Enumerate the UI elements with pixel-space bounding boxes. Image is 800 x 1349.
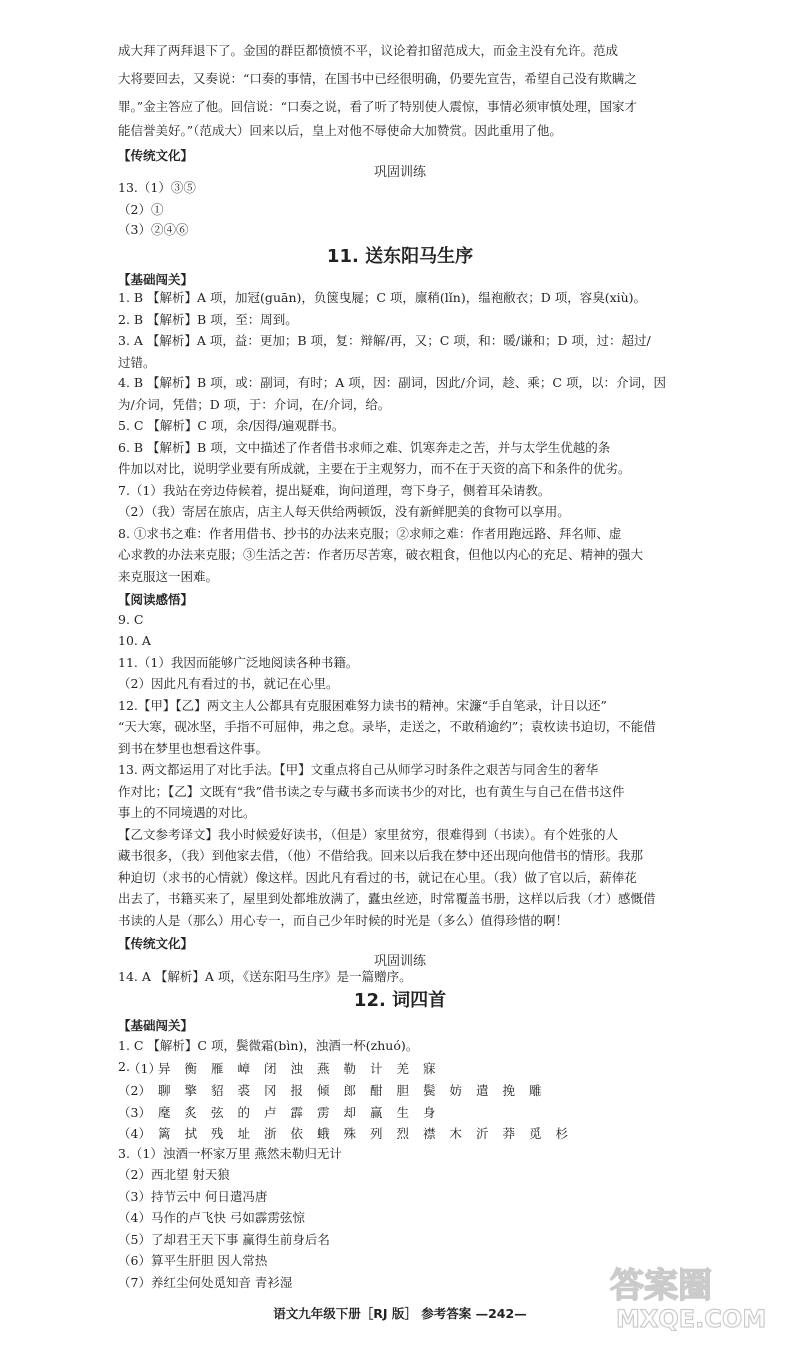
char: 生 bbox=[396, 1105, 410, 1120]
char: 嶂 bbox=[237, 1061, 251, 1076]
char: 雁 bbox=[211, 1061, 224, 1076]
char: 冈 bbox=[264, 1083, 277, 1098]
text-line: （6）算平生肝胆 因人常热 bbox=[118, 1253, 268, 1268]
char-row bbox=[118, 1103, 450, 1121]
question-number: 2. bbox=[118, 1059, 130, 1074]
char: 列 bbox=[370, 1126, 383, 1141]
text-line: “天大寒，砚冰坚，手指不可屈伸，弗之怠。录毕，走送之，不敢稍逾约”；袁枚读书迫切，不能借 bbox=[118, 719, 656, 734]
char-row bbox=[118, 1081, 556, 1099]
text-line: 过错。 bbox=[118, 355, 156, 370]
svg-text:MXQE.COM: MXQE.COM bbox=[616, 1305, 767, 1333]
text-line: 1. C 【解析】C 项，鬓微霜(bìn)，浊酒一杯(zhuó)。 bbox=[118, 1038, 419, 1053]
char: 羌 bbox=[396, 1061, 410, 1076]
answer-line: （2）① bbox=[118, 202, 164, 217]
text-line: （3）持节云中 何日遣冯唐 bbox=[118, 1189, 268, 1204]
text-line: 13. 两文都运用了对比手法。【甲】文重点将自己从师学习时条件之艰苦与同舍生的奢华 bbox=[118, 762, 599, 777]
text-line: 2. B 【解析】B 项，至：周到。 bbox=[118, 312, 298, 327]
char: 寐 bbox=[423, 1061, 436, 1076]
sub-heading: 巩固训练 bbox=[373, 165, 426, 180]
answer-line: 13.（1）③⑤ bbox=[118, 180, 196, 195]
text-line: 到书在梦里也想看这件事。 bbox=[118, 741, 269, 756]
text-line: 14. A 【解析】A 项，《送东阳马生序》是一篇赠序。 bbox=[118, 969, 412, 984]
char: 鬓 bbox=[423, 1083, 436, 1098]
char: 报 bbox=[290, 1083, 304, 1098]
section-heading: 【基础闯关】 bbox=[118, 1018, 194, 1033]
text-line: 作对比；【乙】文既有“我”借书读之专与藏书多而读书少的对比，也有黄生与自己在借书这件 bbox=[118, 784, 625, 799]
char: 卢 bbox=[264, 1105, 277, 1120]
text-line: 书读的人是（那么）用心专一，而自己少年时候的时光是（多么）值得珍惜的啊！ bbox=[118, 913, 569, 928]
char: 倾 bbox=[317, 1083, 330, 1098]
text-line: 11.（1）我因而能够广泛地阅读各种书籍。 bbox=[118, 655, 359, 670]
char: 麾 bbox=[158, 1105, 171, 1120]
text-line: 种迫切（求书的心情就）像这样。因此凡有看过的书，就记在心里。（我）做了官以后，薪俸花 bbox=[118, 870, 637, 885]
page-footer: 语文九年级下册［RJ 版］ 参考答案 —242— bbox=[273, 1306, 527, 1321]
char: 依 bbox=[290, 1126, 304, 1141]
text-line: 来克服这一困难。 bbox=[118, 569, 219, 584]
char: 身 bbox=[423, 1105, 436, 1120]
char: 擎 bbox=[184, 1083, 198, 1098]
row-label: （1） bbox=[128, 1061, 161, 1076]
text-line: （4）马作的卢飞快 弓如霹雳弦惊 bbox=[118, 1210, 305, 1225]
char: 胆 bbox=[396, 1083, 410, 1098]
char: 赢 bbox=[370, 1105, 383, 1120]
char: 木 bbox=[449, 1126, 463, 1141]
text-line: 出去了，书籍买来了，屋里到处都堆放满了，蠹虫丝迹，时常覆盖书册，这样以后我（才）感慨借 bbox=[118, 891, 656, 906]
text-line: 8. ①求书之难：作者用借书、抄书的办法来克服；②求师之难：作者用跑远路、拜名师、虚 bbox=[118, 526, 622, 541]
char: 浙 bbox=[264, 1126, 277, 1141]
char: 雳 bbox=[317, 1105, 330, 1120]
char: 计 bbox=[370, 1061, 383, 1076]
char: 燕 bbox=[317, 1061, 330, 1076]
row-label: （4） bbox=[118, 1126, 151, 1141]
char: 的 bbox=[237, 1105, 251, 1120]
char: 霹 bbox=[290, 1105, 304, 1120]
char-row bbox=[118, 1124, 582, 1142]
char: 酣 bbox=[370, 1083, 383, 1098]
char: 沂 bbox=[476, 1126, 489, 1141]
section-heading: 【传统文化】 bbox=[118, 936, 194, 951]
char-row bbox=[128, 1059, 450, 1077]
text-line: 大将要回去，又奏说：“口奏的事情，在国书中已经很明确，仍要先宣告，希望自己没有欺瞒之 bbox=[118, 71, 637, 86]
text-line: 藏书很多，（我）到他家去借，（他）不借给我。回来以后我在梦中还出现向他借书的情形。我那 bbox=[118, 848, 644, 863]
char: 杉 bbox=[555, 1126, 569, 1141]
text-line: （2）因此凡有看过的书，就记在心里。 bbox=[118, 676, 339, 691]
char: 拭 bbox=[184, 1126, 198, 1141]
text-line: 事上的不同境遇的对比。 bbox=[118, 805, 256, 820]
char: 异 bbox=[158, 1061, 171, 1076]
text-line: 10. A bbox=[118, 633, 151, 648]
text-line: （7）养红尘何处觅知音 青衫湿 bbox=[118, 1275, 293, 1290]
text-line: 心求教的办法来克服；③生活之苦：作者历尽苦寒，破衣粗食，但他以内心的充足、精神的强大 bbox=[118, 547, 644, 562]
char: 雕 bbox=[529, 1083, 542, 1098]
char: 闭 bbox=[264, 1061, 277, 1076]
row-label: （2） bbox=[118, 1083, 151, 1098]
text-line: （5）了却君王天下事 赢得生前身后名 bbox=[118, 1232, 330, 1247]
text-line: （2）（我）寄居在旅店，店主人每天供给两顿饭，没有新鲜肥美的食物可以享用。 bbox=[118, 504, 570, 519]
text-line: 4. B 【解析】B 项，或：副词，有时；A 项，因：副词，因此/介词，趁、乘；C 项，以：介词，因 bbox=[118, 375, 666, 390]
char: 弦 bbox=[211, 1105, 224, 1120]
text-line: 【乙文参考译文】我小时候爱好读书，（但是）家里贫穷，很难得到（书读）。有个姓张的人 bbox=[118, 827, 619, 842]
char: 却 bbox=[343, 1105, 357, 1120]
text-line: 为/介词，凭借；D 项，于：介词，在/介词，给。 bbox=[118, 397, 391, 412]
watermark-logo bbox=[602, 1255, 772, 1335]
char: 遣 bbox=[476, 1083, 489, 1098]
text-line: 罪。”金主答应了他。回信说：“口奏之说，看了听了特别使人震惊，事情必须审慎处理，国家才 bbox=[118, 99, 638, 114]
char: 妨 bbox=[449, 1083, 463, 1098]
char: 勒 bbox=[343, 1061, 357, 1076]
text-line: 6. B 【解析】B 项，文中描述了作者借书求师之难、饥寒奔走之苦，并与太学生优越的条 bbox=[118, 440, 611, 455]
char: 挽 bbox=[502, 1083, 516, 1098]
char: 烈 bbox=[396, 1126, 410, 1141]
text-line: 3.（1）浊酒一杯家万里 燕然未勒归无计 bbox=[118, 1146, 342, 1161]
char: 裘 bbox=[237, 1083, 251, 1098]
text-line: （2）西北望 射天狼 bbox=[118, 1167, 230, 1182]
char: 炙 bbox=[184, 1105, 198, 1120]
section-heading: 【阅读感悟】 bbox=[118, 592, 194, 607]
char: 觅 bbox=[529, 1126, 542, 1141]
text-line: 3. A 【解析】A 项，益：更加；B 项，复：辩解/再，又；C 项，和：暖/谦和；D 项，过：超过/ bbox=[118, 333, 651, 348]
answer-line: （3）②④⑥ bbox=[118, 222, 189, 237]
text-line: 5. C 【解析】C 项，余/因得/遍观群书。 bbox=[118, 418, 345, 433]
text-line: 9. C bbox=[118, 612, 144, 627]
row-label: （3） bbox=[118, 1105, 151, 1120]
char: 貂 bbox=[211, 1083, 224, 1098]
char: 襟 bbox=[423, 1126, 436, 1141]
char: 聊 bbox=[158, 1083, 171, 1098]
text-line: 12.【甲】【乙】两文主人公都具有克服困难努力读书的精神。宋濂“手自笔录，计日以还” bbox=[118, 698, 607, 713]
char: 浊 bbox=[290, 1061, 304, 1076]
chapter-title: 11. 送东阳马生序 bbox=[326, 246, 474, 267]
char: 残 bbox=[211, 1126, 224, 1141]
svg-text:答案圈: 答案圈 bbox=[610, 1266, 712, 1306]
text-line: 成大拜了两拜退下了。金国的群臣都愤愤不平，议论着扣留范成大，而金主没有允许。范成 bbox=[118, 43, 619, 58]
text-line: 7.（1）我站在旁边侍候着，提出疑难，询问道理，弯下身子，侧着耳朵请教。 bbox=[118, 483, 551, 498]
section-heading: 【传统文化】 bbox=[118, 148, 194, 163]
text-line: 能信誉美好。”（范成大）回来以后，皇上对他不辱使命大加赞赏。因此重用了他。 bbox=[118, 123, 562, 138]
char: 衡 bbox=[184, 1061, 198, 1076]
char: 蛾 bbox=[317, 1126, 330, 1141]
char: 郎 bbox=[343, 1083, 357, 1098]
text-line: 件加以对比，说明学业要有所成就，主要在于主观努力，而不在于天资的高下和条件的优劣。 bbox=[118, 461, 631, 476]
chapter-title: 12. 词四首 bbox=[353, 990, 447, 1011]
text-line: 1. B 【解析】A 项，加冠(guān)，负箧曳屣；C 项，廪稍(lǐn)，缊袍敝衣；D 项，容臭(xiù)。 bbox=[118, 290, 647, 305]
section-heading: 【基础闯关】 bbox=[118, 272, 194, 287]
char: 莽 bbox=[502, 1126, 516, 1141]
char: 址 bbox=[237, 1126, 251, 1141]
char: 殊 bbox=[343, 1126, 357, 1141]
sub-heading: 巩固训练 bbox=[373, 954, 426, 969]
char: 篱 bbox=[158, 1126, 171, 1141]
